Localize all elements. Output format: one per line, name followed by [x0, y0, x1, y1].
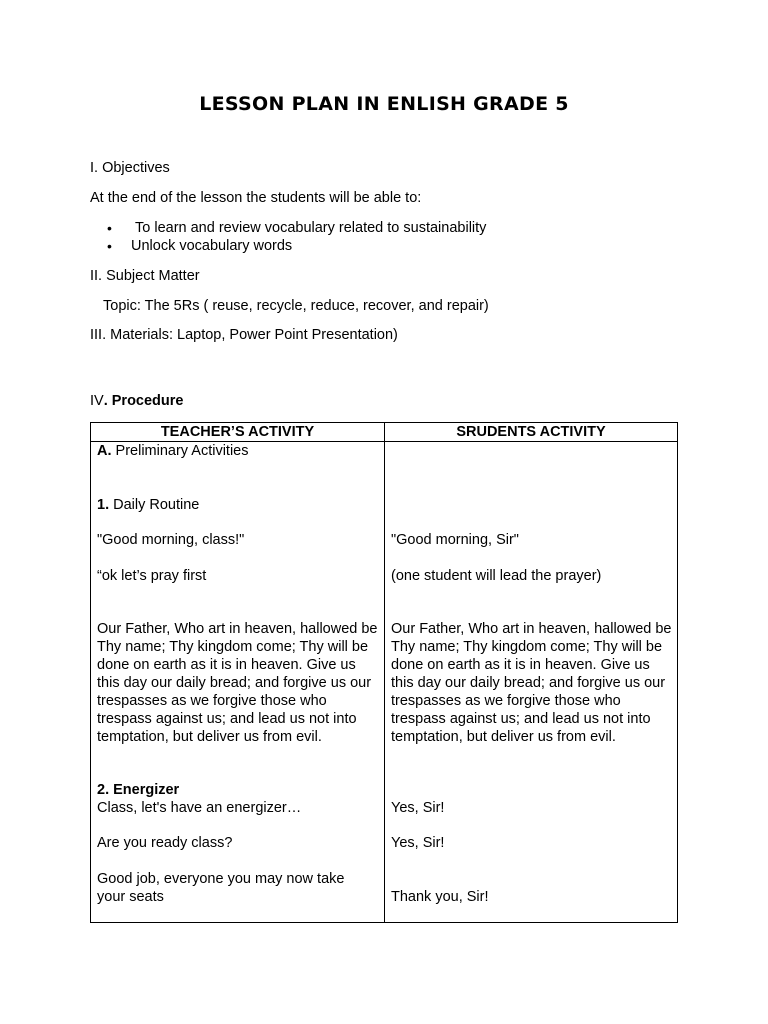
page-title: LESSON PLAN IN ENLISH GRADE 5: [199, 93, 569, 115]
list-item: To learn and review vocabulary related to sustainability: [135, 220, 487, 236]
topic-line: Topic: The 5Rs ( reuse, recycle, reduce, recover, and repair): [103, 298, 489, 314]
energizer-heading: 2. Energizer: [97, 782, 180, 798]
teacher-ready: Are you ready class?: [97, 835, 233, 851]
teacher-greeting: "Good morning, class!": [97, 532, 245, 548]
energizer-text: Class, let's have an energizer…: [97, 800, 302, 816]
list-item: Unlock vocabulary words: [131, 238, 293, 254]
students-thanks: Thank you, Sir!: [391, 889, 489, 905]
teacher-column-header: TEACHER’S ACTIVITY: [160, 424, 315, 440]
students-prayer-lead: (one student will lead the prayer): [391, 568, 602, 584]
bullet-icon: •: [107, 238, 112, 254]
section-a-heading: [97, 442, 248, 460]
teacher-good-job-line2: your seats: [97, 889, 164, 905]
routine-heading: [97, 496, 199, 514]
objectives-intro: At the end of the lesson the students will be able to:: [90, 190, 422, 206]
teacher-pray: “ok let’s pray first: [97, 568, 207, 584]
teacher-good-job-line1: Good job, everyone you may now take: [97, 871, 345, 887]
students-prayer: Our Father, Who art in heaven, hallowed be Thy name; Thy kingdom come; Thy will be done on earth as it is in heaven. Give us this day our daily bread; and forgive us our trespasses as we forgive those who trespass against us; and lead us not into temptation, but deliver us from evil.: [391, 621, 672, 745]
materials-line: III. Materials: Laptop, Power Point Presentation): [90, 327, 398, 343]
procedure-label: . Procedure: [103, 393, 184, 409]
procedure-prefix: IV: [90, 393, 104, 409]
procedure-heading: [90, 392, 183, 410]
column-divider: [384, 423, 385, 922]
students-yes-2: Yes, Sir!: [391, 835, 445, 851]
section-a-text: Preliminary Activities: [111, 443, 249, 459]
students-greeting: "Good morning, Sir": [391, 532, 519, 548]
routine-text: Daily Routine: [109, 497, 200, 513]
section-a-label: A.: [97, 443, 112, 459]
objectives-heading: I. Objectives: [90, 160, 170, 176]
teacher-prayer: Our Father, Who art in heaven, hallowed be Thy name; Thy kingdom come; Thy will be done on earth as it is in heaven. Give us this day our daily bread; and forgive us our trespasses as we forgive those who trespass against us; and lead us not into temptation, but deliver us from evil.: [97, 621, 378, 745]
procedure-table: [90, 422, 678, 923]
bullet-icon: •: [107, 220, 112, 236]
routine-label: 1.: [97, 497, 110, 513]
students-column-header: SRUDENTS ACTIVITY: [456, 424, 606, 440]
subject-matter-heading: II. Subject Matter: [90, 268, 200, 284]
students-yes-1: Yes, Sir!: [391, 800, 445, 816]
